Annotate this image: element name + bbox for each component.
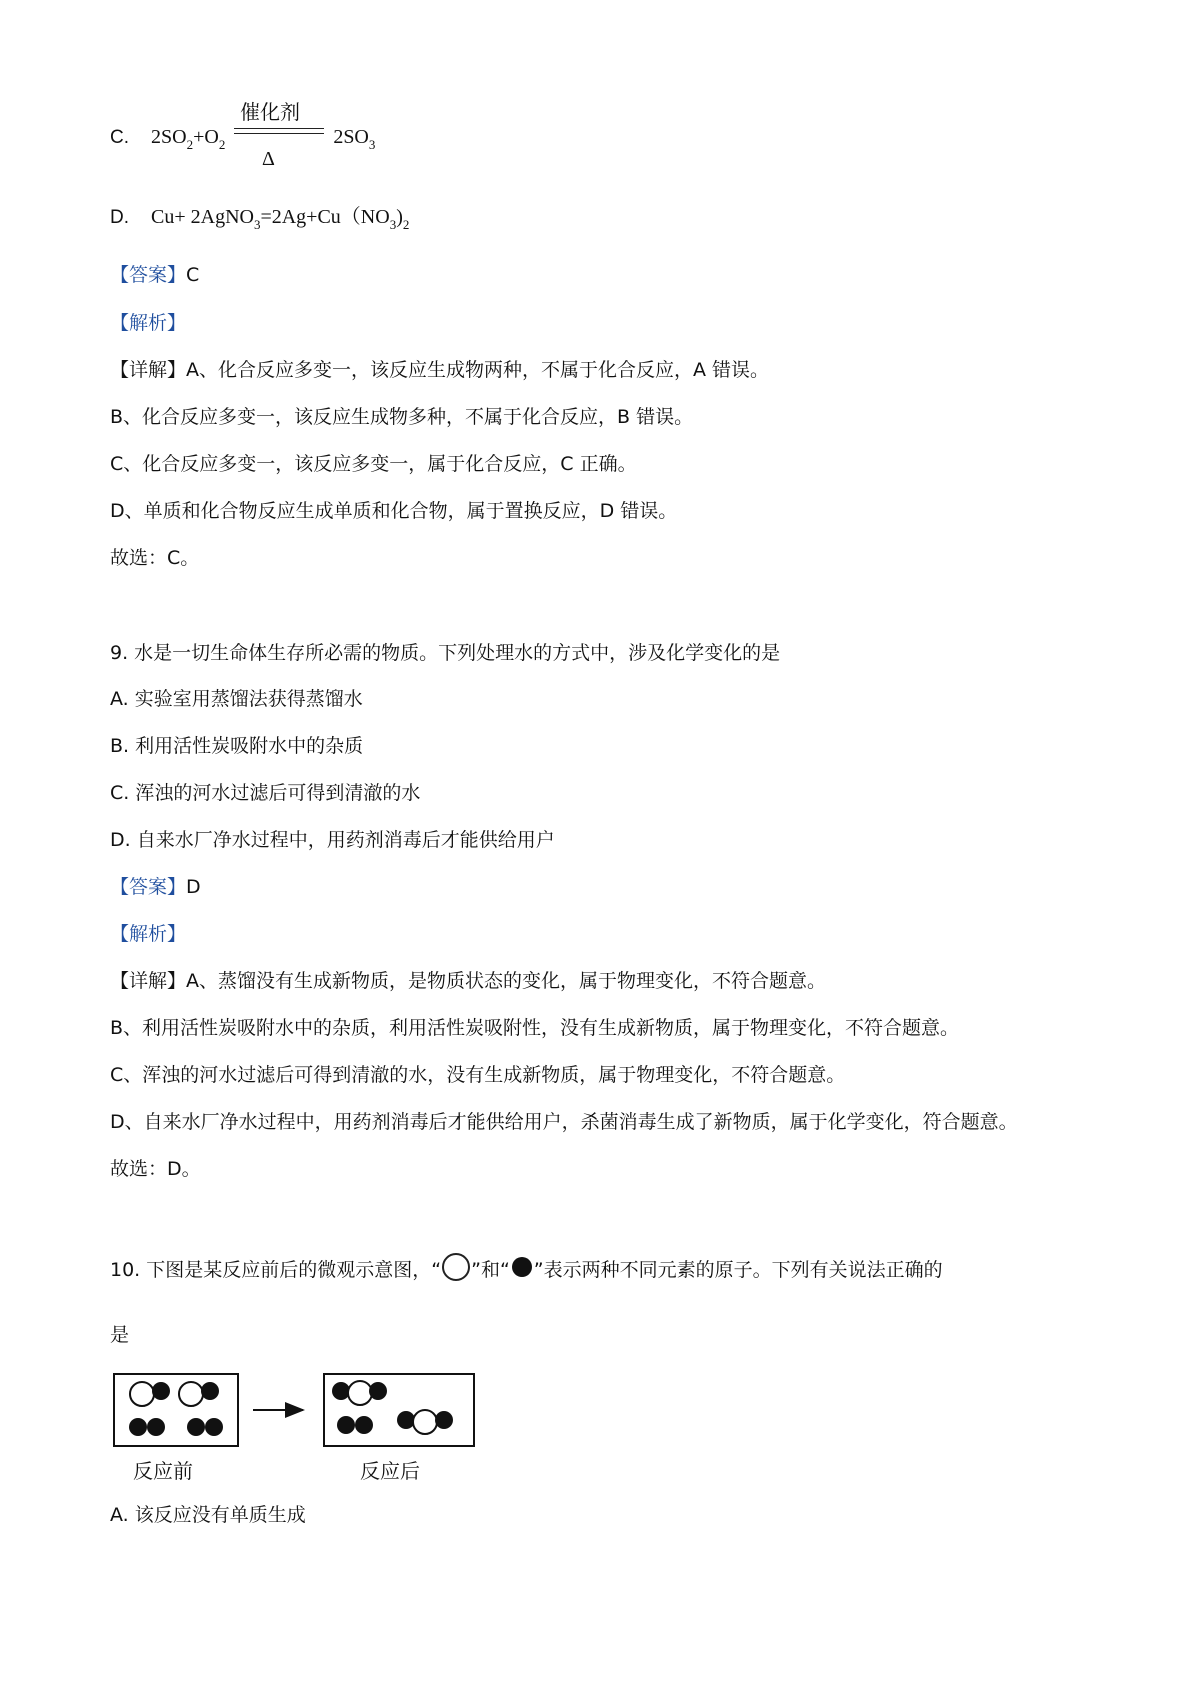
detail-line-a: 【详解】A、蒸馏没有生成新物质，是物质状态的变化，属于物理变化，不符合题意。 xyxy=(110,970,827,992)
equation-bar-top xyxy=(234,128,324,129)
question-10-stem: 10. 下图是某反应前后的微观示意图，“ ”和“ ”表示两种不同元素的原子。下列有关说法正确的 xyxy=(110,1252,943,1283)
choose-line: 故选：D。 xyxy=(110,1158,201,1180)
solid-atom-icon xyxy=(510,1255,534,1279)
option-8c xyxy=(110,124,375,158)
after-label: 反应后 xyxy=(360,1459,420,1483)
answer-line xyxy=(110,874,201,900)
detail-line-d: D、单质和化合物反应生成单质和化合物，属于置换反应，D 错误。 xyxy=(110,500,678,522)
option-8d: D. $Cu+ 2AgNO_3=2Ag+Cu(NO_3)_2$ xyxy=(110,206,410,232)
question-10-option-a: A. 该反应没有单质生成 xyxy=(110,1504,306,1526)
option-label: D. xyxy=(110,207,129,228)
reaction-diagram xyxy=(110,1370,480,1450)
equation-lhs: $2SO_2+O_2$ xyxy=(151,126,226,152)
answer-tag: 【答案】 xyxy=(110,264,187,286)
question-9-option-b: B. 利用活性炭吸附水中的杂质 xyxy=(110,735,364,757)
equation-rhs: $2SO_3$ xyxy=(333,126,376,152)
detail-line-d: D、自来水厂净水过程中，用药剂消毒后才能供给用户，杀菌消毒生成了新物质，属于化学变化，符合题意。 xyxy=(110,1111,1018,1133)
after-molecule-triatomic xyxy=(397,1410,453,1434)
answer-tag: 【答案】 xyxy=(110,876,187,898)
after-molecule-pair xyxy=(337,1416,373,1434)
before-box xyxy=(114,1374,238,1446)
heat-symbol: Δ xyxy=(262,148,275,170)
equation-bar-bottom xyxy=(234,133,324,134)
question-9-option-a: A. 实验室用蒸馏法获得蒸馏水 xyxy=(110,688,363,710)
before-molecule-pair xyxy=(187,1418,223,1436)
option-label: C. xyxy=(110,127,129,148)
analysis-tag: 【解析】 xyxy=(110,923,187,945)
before-molecule-pair xyxy=(129,1418,165,1436)
before-label: 反应前 xyxy=(133,1459,193,1483)
choose-line: 故选：C。 xyxy=(110,547,200,569)
hollow-atom-icon xyxy=(441,1252,471,1282)
detail-line-a: 【详解】A、化合反应多变一，该反应生成物两种，不属于化合反应，A 错误。 xyxy=(110,359,770,381)
after-molecule-triatomic xyxy=(332,1381,387,1405)
detail-tag: 【详解】 xyxy=(110,359,187,381)
detail-line-c: C、化合反应多变一，该反应多变一，属于化合反应，C 正确。 xyxy=(110,453,637,475)
question-10-stem-continued: 是 xyxy=(110,1324,130,1346)
detail-line-b: B、化合反应多变一，该反应生成物多种，不属于化合反应，B 错误。 xyxy=(110,406,694,428)
answer-line xyxy=(110,262,199,288)
catalyst-label: 催化剂 xyxy=(240,100,300,124)
answer-value: D xyxy=(186,876,201,898)
answer-value: C xyxy=(186,264,200,286)
question-9-option-c: C. 浑浊的河水过滤后可得到清澈的水 xyxy=(110,782,421,804)
question-9-option-d: D. 自来水厂净水过程中，用药剂消毒后才能供给用户 xyxy=(110,829,555,851)
detail-line-b: B、利用活性炭吸附水中的杂质，利用活性炭吸附性，没有生成新物质，属于物理变化，不符合题意。 xyxy=(110,1017,960,1039)
before-molecule-co xyxy=(179,1382,219,1406)
question-9-stem: 9. 水是一切生命体生存所必需的物质。下列处理水的方式中，涉及化学变化的是 xyxy=(110,642,781,664)
detail-tag: 【详解】 xyxy=(110,970,187,992)
detail-line-c: C、浑浊的河水过滤后可得到清澈的水，没有生成新物质，属于物理变化，不符合题意。 xyxy=(110,1064,846,1086)
analysis-tag: 【解析】 xyxy=(110,312,187,334)
before-molecule-co xyxy=(130,1382,170,1406)
